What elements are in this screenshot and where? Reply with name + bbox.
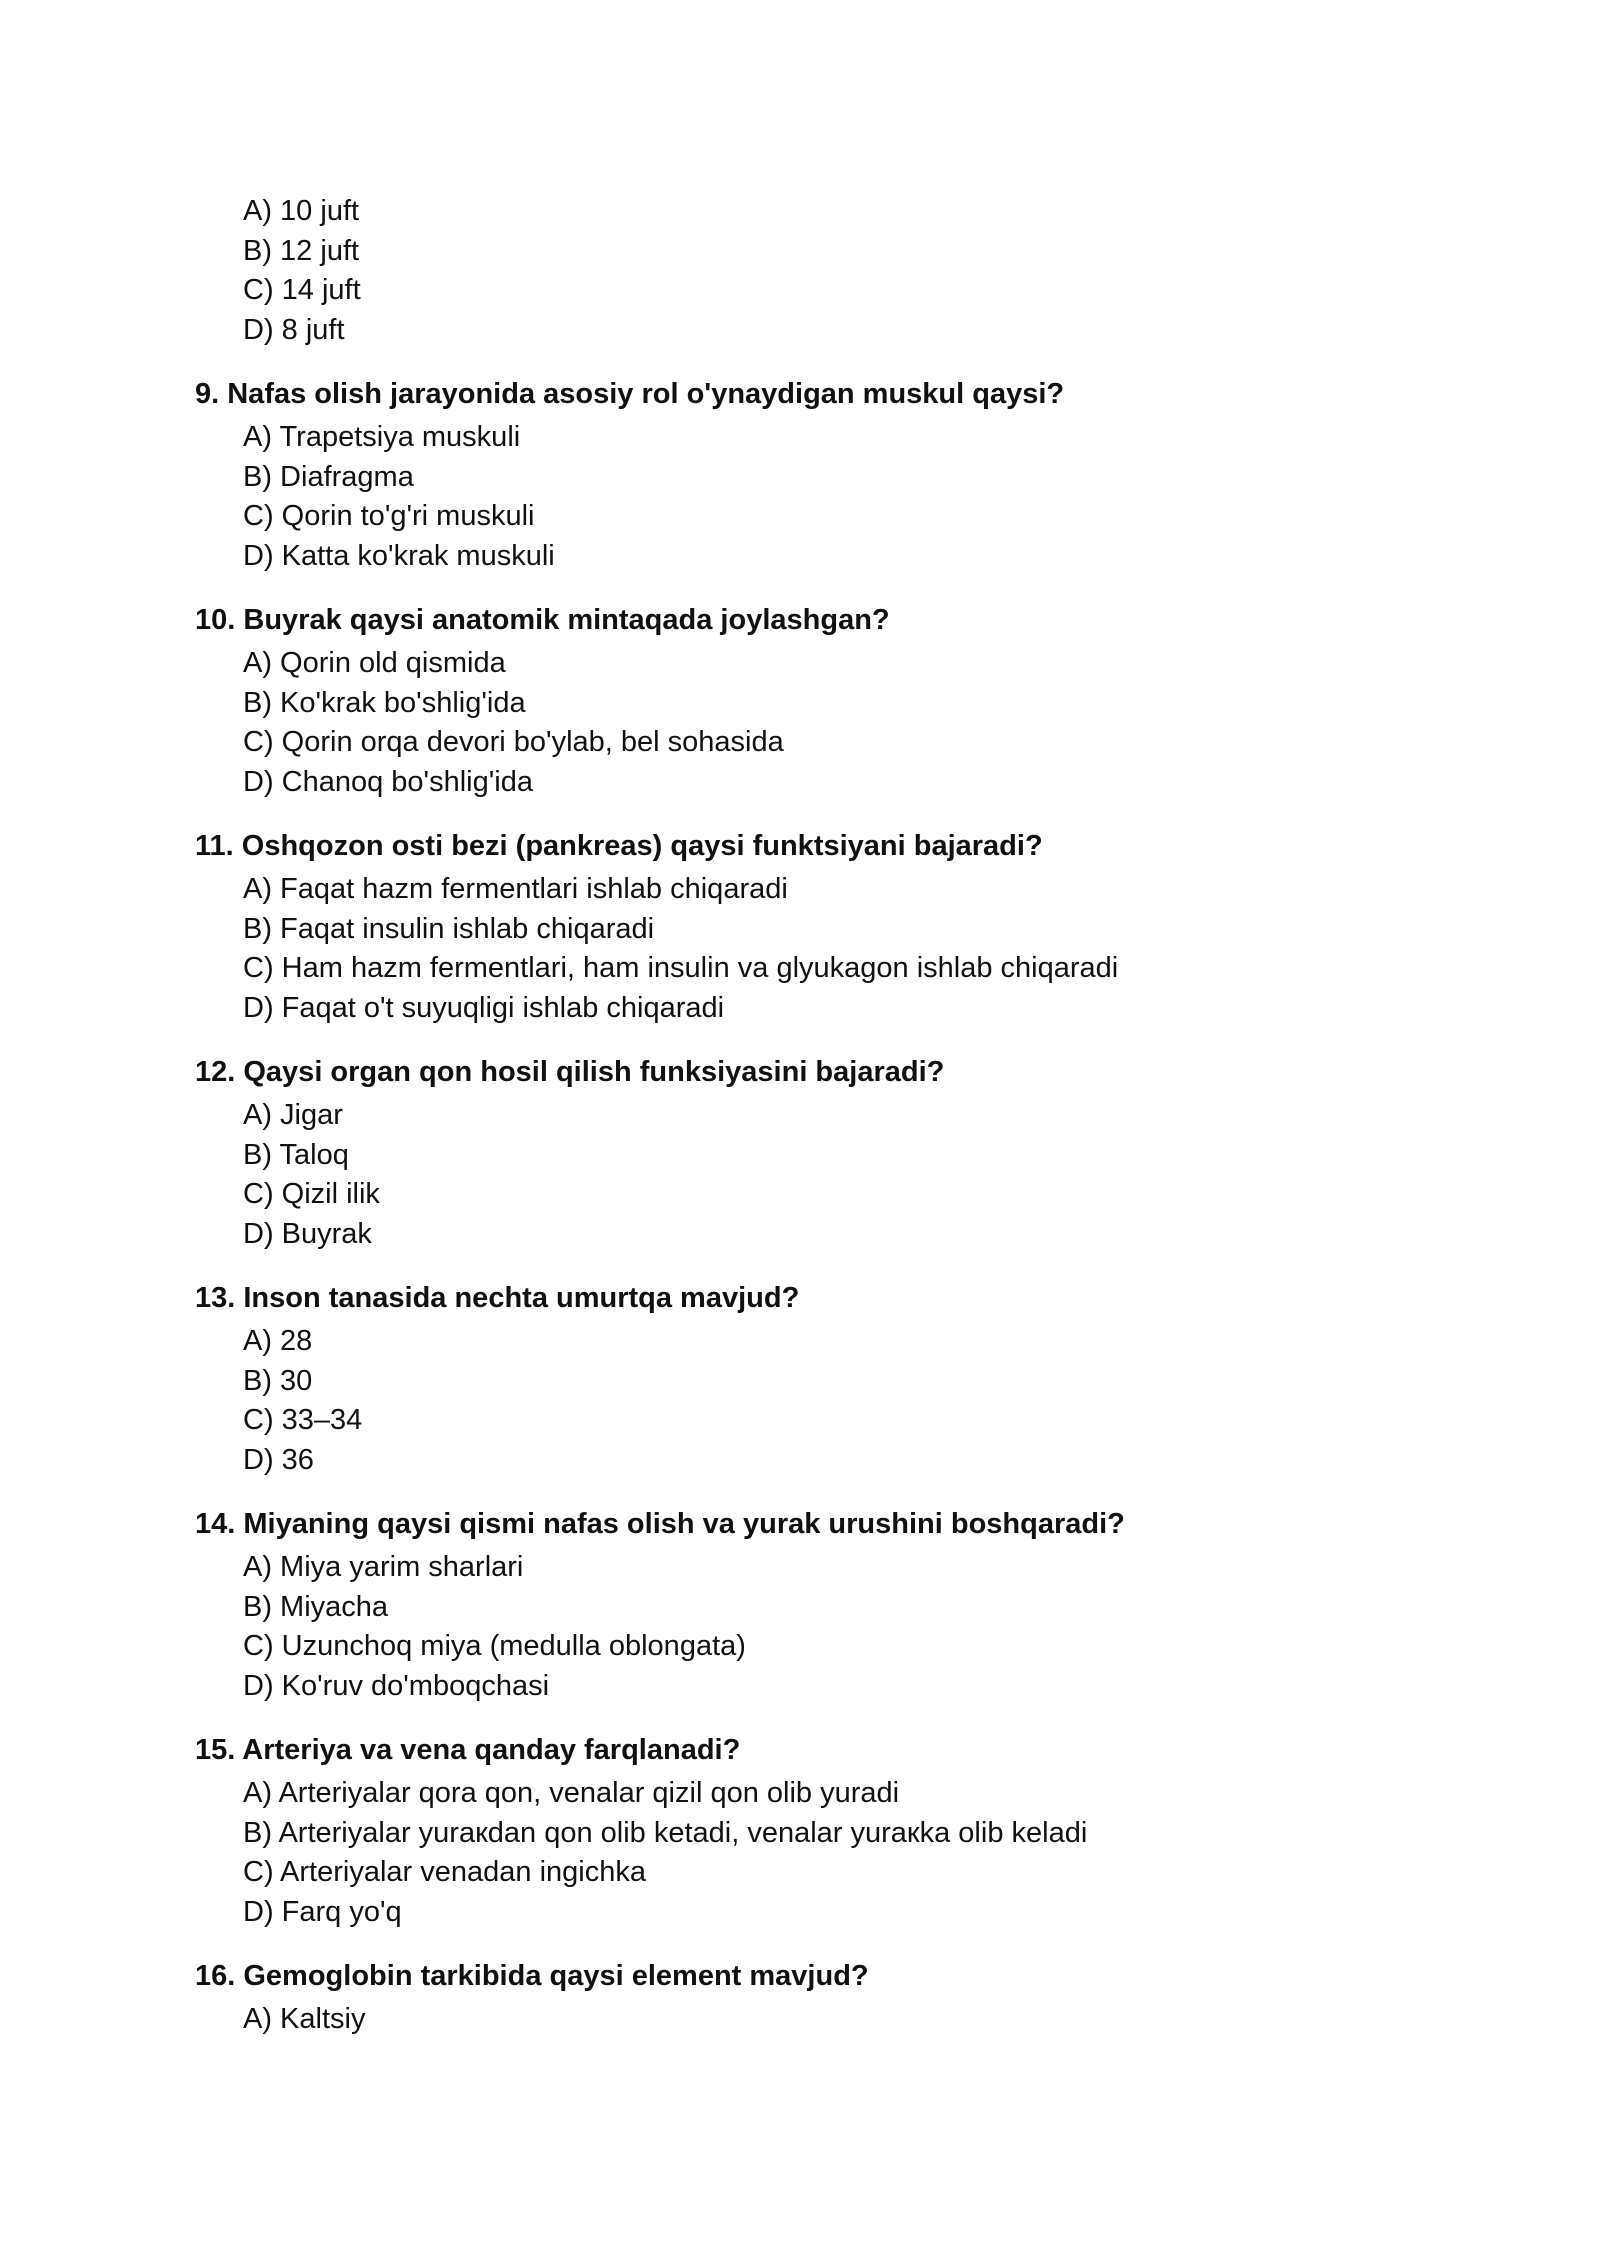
answer-option: A) 10 juft <box>243 195 360 227</box>
question-text: 12. Qaysi organ qon hosil qilish funksiyasini bajaradi? <box>195 1056 945 1088</box>
answer-option: B) Arteriyalar yuraкdan qon olib ketadi, venalar yuraкka olib keladi <box>243 1816 1088 1849</box>
answer-option: C) 33–34 <box>243 1404 363 1436</box>
answer-option: C) Arteriyalar venadan ingichka <box>243 1856 646 1888</box>
question-block-14 <box>195 1504 1445 1706</box>
question-block-15 <box>195 1730 1445 1932</box>
answer-option: B) 30 <box>243 1364 313 1397</box>
answer-option: D) 8 juft <box>243 313 345 346</box>
answer-option: D) Farq yo'q <box>243 1895 402 1928</box>
question-block-12 <box>195 1052 1445 1254</box>
answer-option: A) Jigar <box>243 1099 343 1131</box>
answer-option: B) 12 juft <box>243 234 360 267</box>
answer-option: C) 14 juft <box>243 274 361 306</box>
answer-option: B) Taloq <box>243 1138 349 1171</box>
question-block-16 <box>195 1956 1445 2040</box>
quiz-content <box>195 192 1445 2040</box>
answer-option: A) Kaltsiy <box>243 2003 366 2035</box>
answer-option: A) Miya yarim sharlari <box>243 1551 524 1583</box>
answer-option: D) Chanoq bo'shlig'ida <box>243 765 533 798</box>
answer-option: D) Buyrak <box>243 1217 372 1250</box>
answer-option: A) Qorin old qismida <box>243 647 506 679</box>
question-text: 10. Buyrak qaysi anatomik mintaqada joylashgan? <box>195 604 890 636</box>
question-block-13 <box>195 1278 1445 1480</box>
question-text: 16. Gemoglobin tarkibida qaysi element mavjud? <box>195 1960 869 1992</box>
answer-option: B) Diafragma <box>243 460 414 493</box>
question-block-continued <box>195 192 1445 350</box>
answer-option: A) Faqat hazm fermentlari ishlab chiqaradi <box>243 873 788 905</box>
question-block-10 <box>195 600 1445 802</box>
question-text: 14. Miyaning qaysi qismi nafas olish va yurak urushini boshqaradi? <box>195 1508 1125 1540</box>
question-block-11 <box>195 826 1445 1028</box>
answer-option: C) Qorin to'g'ri muskuli <box>243 500 535 532</box>
answer-option: A) 28 <box>243 1325 313 1357</box>
answer-option: D) 36 <box>243 1443 314 1476</box>
answer-option: D) Faqat o't suyuqligi ishlab chiqaradi <box>243 991 725 1024</box>
answer-option: C) Qizil ilik <box>243 1178 380 1210</box>
answer-option: B) Faqat insulin ishlab chiqaradi <box>243 912 655 945</box>
question-text: 11. Oshqozon osti bezi (pankreas) qaysi funktsiyani bajaradi? <box>195 830 1043 862</box>
answer-option: D) Katta ko'krak muskuli <box>243 539 555 572</box>
answer-option: D) Ko'ruv do'mboqchasi <box>243 1669 550 1702</box>
answer-option: A) Trapetsiya muskuli <box>243 421 521 453</box>
answer-option: C) Qorin orqa devori bo'ylab, bel sohasida <box>243 726 784 758</box>
question-text: 15. Arteriya va vena qanday farqlanadi? <box>195 1734 741 1766</box>
answer-option: C) Ham hazm fermentlari, ham insulin va glyukagon ishlab chiqaradi <box>243 952 1119 984</box>
answer-option: B) Ko'krak bo'shlig'ida <box>243 686 526 719</box>
answer-option: B) Miyacha <box>243 1590 389 1623</box>
question-text: 13. Inson tanasida nechta umurtqa mavjud? <box>195 1282 800 1314</box>
answer-option: A) Arteriyalar qora qon, venalar qizil qon olib yuradi <box>243 1777 900 1809</box>
question-block-9 <box>195 374 1445 576</box>
answer-option: C) Uzunchoq miya (medulla oblongata) <box>243 1630 746 1662</box>
question-text: 9. Nafas olish jarayonida asosiy rol o'ynaydigan muskul qaysi? <box>195 378 1065 410</box>
